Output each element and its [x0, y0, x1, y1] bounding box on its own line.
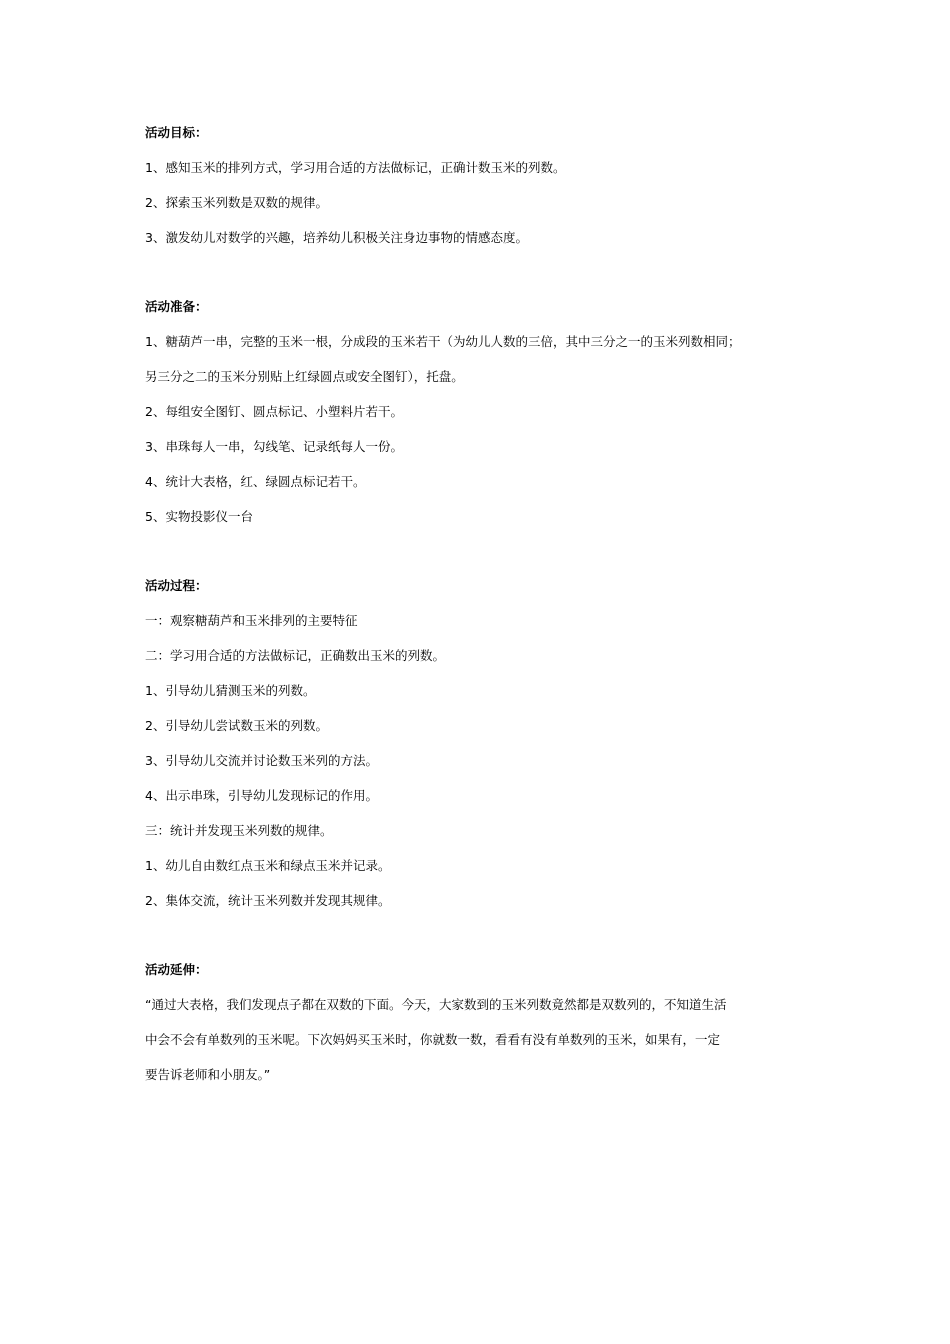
extension-paragraph-line: “通过大表格，我们发现点子都在双数的下面。今天，大家数到的玉米列数竟然都是双数列的，不知道生活 [145, 997, 727, 1012]
preparation-item: 4、统计大表格，红、绿圆点标记若干。 [145, 474, 366, 489]
process-item: 一：观察糖葫芦和玉米排列的主要特征 [145, 613, 358, 628]
process-item: 1、幼儿自由数红点玉米和绿点玉米并记录。 [145, 858, 391, 873]
preparation-item: 5、实物投影仪一台 [145, 509, 253, 524]
process-item: 二：学习用合适的方法做标记，正确数出玉米的列数。 [145, 648, 446, 663]
process-item: 1、引导幼儿猜测玉米的列数。 [145, 683, 316, 698]
preparation-item: 3、串珠每人一串，勾线笔、记录纸每人一份。 [145, 439, 403, 454]
goals-item: 1、感知玉米的排列方式，学习用合适的方法做标记，正确计数玉米的列数。 [145, 160, 566, 175]
preparation-heading: 活动准备： [145, 299, 208, 314]
extension-heading: 活动延伸： [145, 962, 208, 977]
process-item: 2、集体交流，统计玉米列数并发现其规律。 [145, 893, 391, 908]
preparation-item: 2、每组安全图钉、圆点标记、小塑料片若干。 [145, 404, 403, 419]
process-item: 3、引导幼儿交流并讨论数玉米列的方法。 [145, 753, 378, 768]
preparation-item: 另三分之二的玉米分别贴上红绿圆点或安全图钉），托盘。 [145, 369, 464, 384]
goals-item: 3、激发幼儿对数学的兴趣，培养幼儿积极关注身边事物的情感态度。 [145, 230, 528, 245]
process-item: 2、引导幼儿尝试数玉米的列数。 [145, 718, 328, 733]
process-heading: 活动过程： [145, 578, 208, 593]
process-item: 三：统计并发现玉米列数的规律。 [145, 823, 333, 838]
process-item: 4、出示串珠，引导幼儿发现标记的作用。 [145, 788, 378, 803]
extension-paragraph-line: 要告诉老师和小朋友。” [145, 1067, 271, 1082]
preparation-item: 1、糖葫芦一串，完整的玉米一根，分成段的玉米若干（为幼儿人数的三倍，其中三分之一的玉米列数相同； [145, 334, 741, 349]
extension-paragraph-line: 中会不会有单数列的玉米呢。下次妈妈买玉米时，你就数一数，看看有没有单数列的玉米，如果有，一定 [145, 1032, 721, 1047]
goals-heading: 活动目标： [145, 125, 208, 140]
goals-item: 2、探索玉米列数是双数的规律。 [145, 195, 328, 210]
